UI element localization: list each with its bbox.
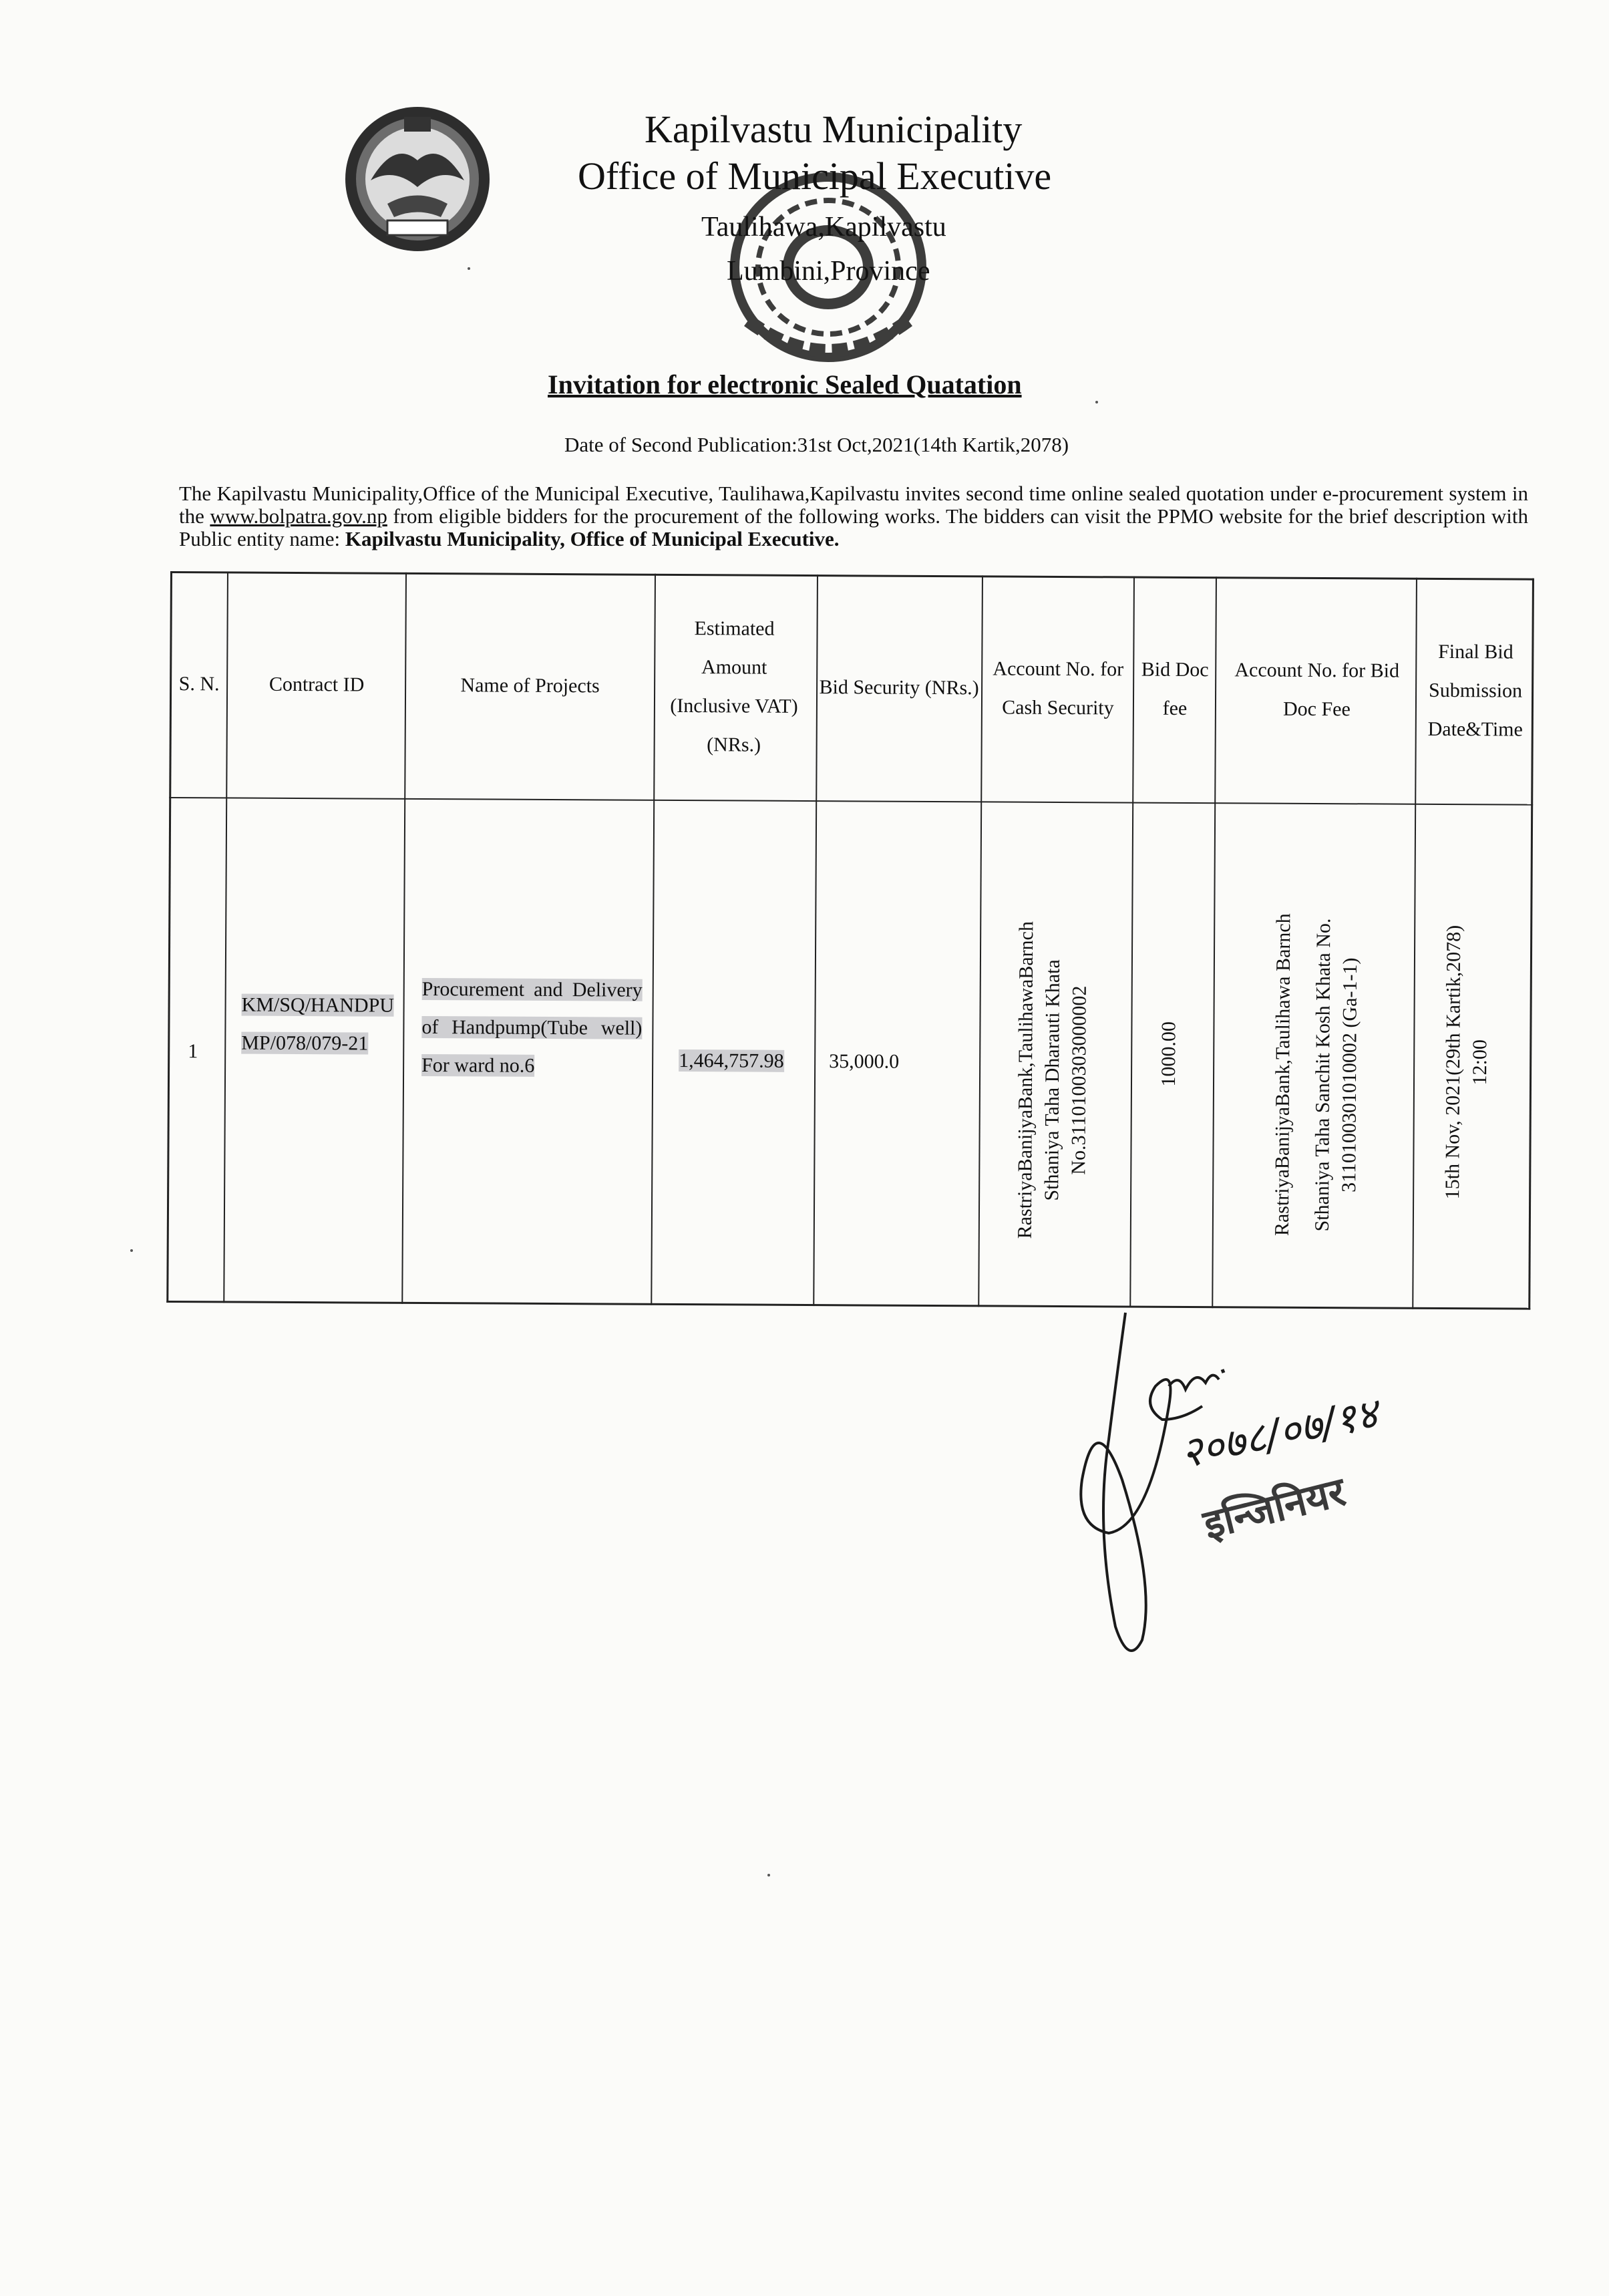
cell-cash-account [1011, 880, 1100, 1281]
scan-speck [468, 267, 470, 270]
header-estimate: Estimated Amount (Inclusive VAT) (NRs.) [670, 617, 798, 756]
estimate-value: 1,464,757.98 [679, 1049, 784, 1072]
cell-estimate [679, 1041, 784, 1080]
header-doc-fee: Bid Doc fee [1141, 658, 1209, 719]
municipality-emblem-logo [341, 100, 494, 254]
scan-speck [130, 1249, 133, 1252]
header-security: Bid Security (NRs.) [819, 676, 979, 699]
project-name-value: Procurement and Delivery of Handpump(Tube well) For ward no.6 [421, 977, 643, 1077]
col-line-4 [813, 575, 818, 1306]
cell-deadline [1439, 895, 1501, 1229]
cell-sn: 1 [188, 1040, 198, 1063]
fee-account-line-2: Sthaniya Taha Sanchit Kosh Khata No. [1310, 918, 1335, 1232]
cell-project [421, 970, 643, 1086]
cell-contract-id [241, 986, 395, 1063]
intro-text-part1: The Kapilvastu Municipality,Office of the Municipal Executive, Taulihawa,Kapilvastu invites second time online sealed quotation under e-procurement system in the [179, 482, 1528, 528]
bolpatra-link[interactable]: www.bolpatra.gov.np [210, 504, 387, 528]
intro-paragraph [179, 482, 1528, 550]
fee-account-line-3: 3110100301010002 (Ga-1-1) [1338, 957, 1361, 1193]
header-project: Name of Projects [460, 674, 600, 697]
cell-security: 35,000.0 [829, 1050, 900, 1073]
office-name: Office of Municipal Executive [578, 154, 1052, 198]
header-contract-id: Contract ID [269, 673, 365, 696]
publication-date: Date of Second Publication:31st Oct,2021(14th Kartik,2078) [564, 433, 1069, 456]
cell-doc-fee: 1000.00 [1157, 1021, 1180, 1087]
col-line-6 [1129, 577, 1135, 1308]
col-line-9 [1528, 579, 1534, 1310]
cell-fee-account [1269, 874, 1361, 1276]
cash-account-line-1: RastriyaBanijyaBank,TaulihawaBarnch [1013, 921, 1038, 1239]
bid-table [166, 571, 1534, 1310]
address-line-1: Taulihawa,Kapilvastu [701, 212, 946, 242]
intro-text-part2: from eligible bidders for the procurement of the following works. The bidders can visit the PPMO website for the brief description with Public entity name: [179, 504, 1529, 550]
header-cash-account: Account No. for Cash Security [993, 657, 1124, 719]
cash-account-line-3: No.3110100303000002 [1067, 985, 1091, 1175]
scan-speck [1095, 401, 1098, 403]
deadline-line-1: 15th Nov, 2021(29th Kartik,2078) [1441, 925, 1465, 1200]
cash-account-line-2: Sthaniya Taha Dharauti Khata [1041, 959, 1064, 1201]
signature-date: २०७८/०७/१४ [1176, 1388, 1383, 1478]
public-entity-name: Kapilvastu Municipality, Office of Municipal Executive. [345, 527, 840, 550]
address-line-2: Lumbini,Province [727, 256, 930, 287]
fee-account-line-1: RastriyaBanijyaBank,Taulihawa Barnch [1270, 913, 1295, 1237]
deadline-line-2: 12:00 [1468, 1039, 1491, 1086]
municipality-name: Kapilvastu Municipality [645, 108, 1023, 151]
col-line-8 [1412, 578, 1417, 1309]
header-fee-account: Account No. for Bid Doc Fee [1234, 659, 1400, 721]
scan-speck [767, 1874, 770, 1876]
col-line-0 [166, 571, 172, 1303]
notice-title: Invitation for electronic Sealed Quatation [548, 369, 1022, 399]
col-line-7 [1212, 577, 1217, 1308]
header-deadline: Final Bid Submission Date&Time [1427, 640, 1523, 741]
header-sn: S. N. [178, 673, 220, 695]
contract-id-value: KM/SQ/HANDPUMP/078/079-21 [241, 993, 395, 1055]
handwritten-signature [1069, 1306, 1423, 1680]
designation-stamp: इन्जिनियर [1199, 1468, 1351, 1548]
